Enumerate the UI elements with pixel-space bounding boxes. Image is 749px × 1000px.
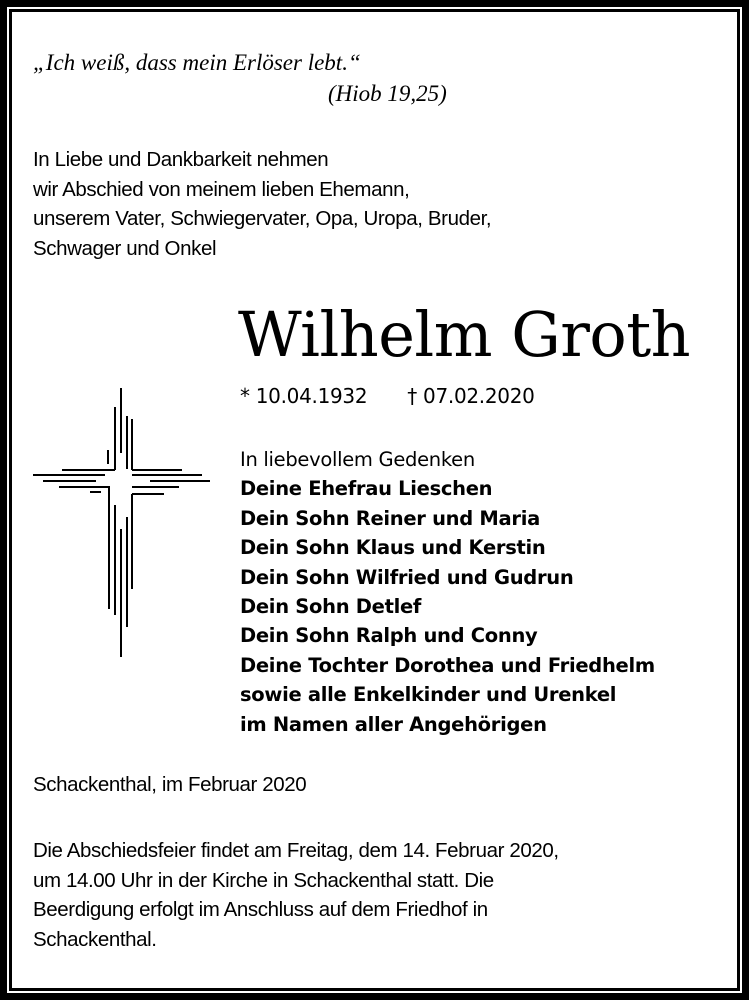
intro-line: wir Abschied von meinem lieben Ehemann, — [33, 177, 410, 201]
mourner-line: Dein Sohn Detlef — [240, 595, 422, 619]
mourner-line: Deine Ehefrau Lieschen — [240, 477, 493, 501]
intro-line: Schwager und Onkel — [33, 236, 217, 260]
mourners-lead: In liebevollem Gedenken — [240, 448, 475, 471]
death-date: † 07.02.2020 — [407, 384, 535, 408]
intro-line: In Liebe und Dankbarkeit nehmen — [33, 148, 329, 171]
mourner-line: im Namen aller Angehörigen — [240, 712, 547, 736]
ceremony-line: Schackenthal. — [33, 927, 157, 951]
mourner-line: Dein Sohn Klaus und Kerstin — [240, 536, 546, 560]
ceremony-details — [33, 836, 559, 954]
place-and-date: Schackenthal, im Februar 2020 — [33, 773, 307, 796]
intro-line: unserem Vater, Schwiegervater, Opa, Uropa, Bruder, — [33, 207, 492, 230]
mourner-line: sowie alle Enkelkinder und Urenkel — [240, 683, 617, 707]
birth-date: * 10.04.1932 — [240, 384, 368, 408]
bible-quote: „Ich weiß, dass mein Erlöser lebt.“ — [33, 50, 361, 75]
mourners-list — [240, 445, 655, 739]
ceremony-line: Beerdigung erfolgt im Anschluss auf dem Friedhof in — [33, 898, 488, 921]
mourner-line: Deine Tochter Dorothea und Friedhelm — [240, 653, 655, 677]
ceremony-line: um 14.00 Uhr in der Kirche in Schackenthal statt. Die — [33, 868, 494, 892]
bible-quote-reference: (Hiob 19,25) — [328, 81, 447, 106]
ceremony-line: Die Abschiedsfeier findet am Freitag, dem 14. Februar 2020, — [33, 839, 559, 862]
mourner-line: Dein Sohn Wilfried und Gudrun — [240, 565, 574, 589]
deceased-name: Wilhelm Groth — [238, 298, 691, 371]
mourner-line: Dein Sohn Reiner und Maria — [240, 506, 540, 530]
mourner-line: Dein Sohn Ralph und Conny — [240, 624, 538, 648]
